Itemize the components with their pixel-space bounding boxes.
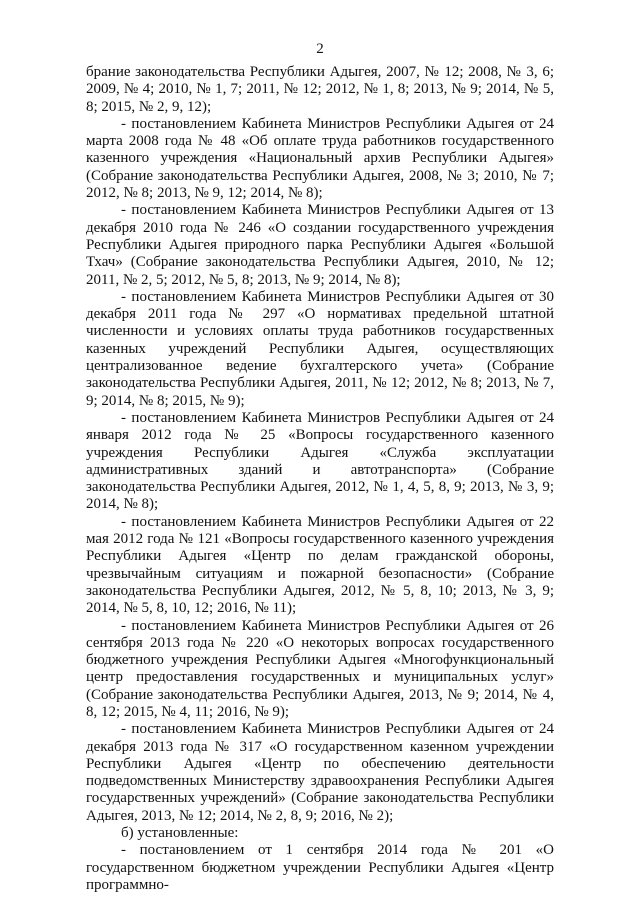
paragraph-resolution-48: - постановлением Кабинета Министров Республики Адыгея от 24 марта 2008 года № 48 «Об оплате труда работников государственного казенного учреждения «Национальный архив Республики Адыгея» (Собрание законодательства Республики Адыгея, 2008, № 3; 2010, № 7; 2012, № 8; 2013, № 9, 12; 2014, № 8); [86, 115, 554, 202]
paragraph-resolution-246: - постановлением Кабинета Министров Республики Адыгея от 13 декабря 2010 года № 246 «О создании государственного учреждения Республики Адыгея природного парка Республики Адыгея «Большой Тхач» (Собрание законодательства Республики Адыгея, 2010, № 12; 2011, № 2, 5; 2012, № 5, 8; 2013, № 9; 2014, № 8); [86, 202, 554, 288]
page-number: 2 [316, 41, 324, 57]
paragraph-resolution-121: - постановлением Кабинета Министров Республики Адыгея от 22 мая 2012 года № 121 «Вопросы государственного казенного учреждения Республики Адыгея «Центр по делам гражданской обороны, чрезвычайным ситуациям и пожарной безопасности» (Собрание законодательства Республики Адыгея, 2012, № 5, 8, 10; 2013, № 3, 9; 2014, № 5, 8, 10, 12; 2016, № 11); [86, 513, 554, 617]
paragraph-continuation: брание законодательства Республики Адыгея, 2007, № 12; 2008, № 3, 6; 2009, № 4; 2010, № 1, 7; 2011, № 12; 2012, № 1, 8; 2013, № 9; 2014, № 5, 8; 2015, № 2, 9, 12); [86, 64, 554, 115]
paragraph-resolution-25: - постановлением Кабинета Министров Республики Адыгея от 24 января 2012 года № 25 «Вопросы государственного казенного учреждения Республики Адыгея «Служба эксплуатации административных зданий и автотранспорта» (Собрание законодательства Республики Адыгея, 2012, № 1, 4, 5, 8, 9; 2013, № 3, 9; 2014, № 8); [86, 409, 554, 513]
paragraph-resolution-297: - постановлением Кабинета Министров Республики Адыгея от 30 декабря 2011 года № 297 «О нормативах предельной штатной численности и условиях оплаты труда работников государственных казенных учреждений Республики Адыгея, осуществляющих централизованное ведение бухгалтерского учета» (Собрание законодательства Республики Адыгея, 2011, № 12; 2012, № 8; 2013, № 7, 9; 2014, № 8; 2015, № 9); [86, 288, 554, 409]
document-body [86, 64, 554, 894]
paragraph-resolution-201: - постановлением от 1 сентября 2014 года № 201 «О государственном бюджетном учреждении Республики Адыгея «Центр программно- [86, 842, 554, 893]
paragraph-resolution-317: - постановлением Кабинета Министров Республики Адыгея от 24 декабря 2013 года № 317 «О государственном казенном учреждении Республики Адыгея «Центр по обеспечению деятельности подведомственных Министерству здравоохранения Республики Адыгея государственных учреждений» (Собрание законодательства Республики Адыгея, 2013, № 12; 2014, № 2, 8, 9; 2016, № 2); [86, 721, 554, 824]
paragraph-section-b: б) установленные: [121, 825, 239, 842]
paragraph-resolution-220: - постановлением Кабинета Министров Республики Адыгея от 26 сентября 2013 года № 220 «О некоторых вопросах государственного бюджетного учреждения Республики Адыгея «Многофункциональный центр предоставления государственных и муниципальных услуг» (Собрание законодательства Республики Адыгея, 2013, № 9; 2014, № 4, 8, 12; 2015, № 4, 11; 2016, № 9); [86, 617, 554, 720]
